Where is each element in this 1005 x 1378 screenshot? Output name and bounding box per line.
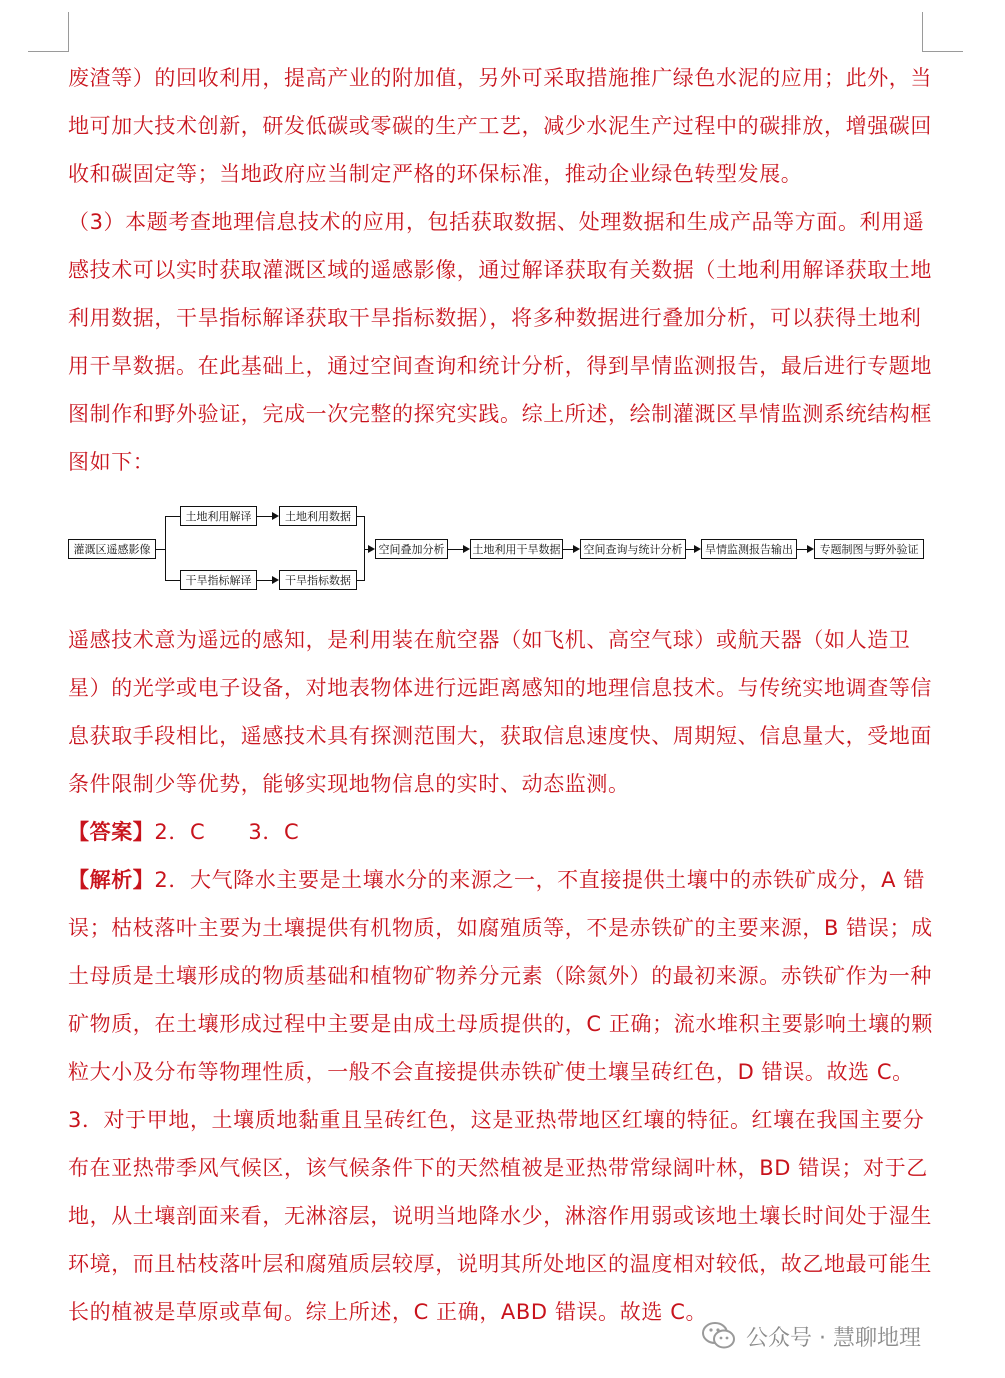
answer-label: 【答案】 [68,820,155,844]
flow-box-land-use-drought-data: 土地利用干旱数据 [470,539,563,559]
analysis-paragraph-q2 [68,856,938,1096]
flow-arrow [368,545,375,553]
watermark [702,1316,921,1356]
flow-arrow [272,512,279,520]
flow-arrow [272,576,279,584]
flow-connector [357,516,365,517]
answer-text: 2．C 3．C [154,820,300,844]
flow-connector [165,516,166,581]
paragraph-green-cement: 废渣等）的回收利用，提高产业的附加值，另外可采取措施推广绿色水泥的应用；此外，当地可加大技术创新，研发低碳或零碳的生产工艺，减少水泥生产过程中的碳排放，增强碳回收和碳固定等；当地政府应当制定严格的环保标准，推动企业绿色转型发展。 [68,66,932,186]
flow-box-land-use-interpretation: 土地利用解译 [180,506,257,526]
analysis-paragraph-q3: 3．对于甲地，土壤质地黏重且呈砖红色，这是亚热带地区红壤的特征。红壤在我国主要分布在亚热带季风气候区，该气候条件下的天然植被是亚热带常绿阔叶林，BD 错误；对于乙地，从土壤剖面来看，无淋溶层，说明当地降水少，淋溶作用弱或该地土壤长时间处于湿生环境，而且枯枝落叶层和腐殖质层较厚，说明其所处地区的温度相对较低，故乙地最可能生长的植被是草原或草甸。综上所述，C 正确，ABD 错误。故选 C。 [68,1108,932,1324]
flow-connector [165,516,180,517]
crop-mark-top-right-vertical [922,12,923,52]
flow-arrow [573,545,580,553]
flow-connector [448,549,465,550]
crop-mark-top-left-horizontal [28,51,69,52]
paragraph-question-3-analysis: （3）本题考查地理信息技术的应用，包括获取数据、处理数据和生成产品等方面。利用遥感技术可以实时获取灌溉区域的遥感影像，通过解译获取有关数据（土地利用解译获取土地利用数据，干旱指标解译获取干旱指标数据），将多种数据进行叠加分析，可以获得土地利用干旱数据。在此基础上，通过空间查询和统计分析，得到旱情监测报告，最后进行专题地图制作和野外验证，完成一次完整的探究实践。综上所述，绘制灌溉区旱情监测系统结构框图如下： [68,210,932,474]
flow-box-drought-index-interpretation: 干旱指标解译 [180,570,257,590]
flow-connector [364,516,365,581]
flow-connector [563,549,574,550]
flow-arrow [463,545,470,553]
flow-box-overlay-analysis: 空间叠加分析 [375,539,448,559]
analysis-label: 【解析】 [68,868,155,892]
flow-connector [364,549,370,550]
flow-box-report-output: 旱情监测报告输出 [701,539,797,559]
flow-box-mapping-validation: 专题制图与野外验证 [814,539,924,559]
flow-box-land-use-data: 土地利用数据 [279,506,357,526]
flow-box-drought-index-data: 干旱指标数据 [279,570,357,590]
flow-arrow [694,545,701,553]
answer-line [68,808,938,856]
flow-box-spatial-query: 空间查询与统计分析 [580,539,686,559]
crop-mark-top-left-vertical [68,12,69,52]
crop-mark-top-right-horizontal [922,51,963,52]
flow-connector [686,549,695,550]
flow-connector [357,580,365,581]
paragraph-remote-sensing: 遥感技术意为遥远的感知，是利用装在航空器（如飞机、高空气球）或航天器（如人造卫星）的光学或电子设备，对地表物体进行远距离感知的地理信息技术。与传统实地调查等信息获取手段相比，遥感技术具有探测范围大，获取信息速度快、周期短、信息量大，受地面条件限制少等优势，能够实现地物信息的实时、动态监测。 [68,628,932,796]
flow-connector [165,580,180,581]
flow-connector [257,580,274,581]
flow-connector [797,549,808,550]
flow-box-source: 灌溉区遥感影像 [68,539,156,559]
flow-connector [257,516,274,517]
flow-connector [156,549,166,550]
flow-arrow [807,545,814,553]
analysis-text-q2: 2．大气降水主要是土壤水分的来源之一，不直接提供土壤中的赤铁矿成分，A 错误；枯枝落叶主要为土壤提供有机物质，如腐殖质等，不是赤铁矿的主要来源，B 错误；成土母质是土壤形成的物质基础和植物矿物养分元素（除氮外）的最初来源。赤铁矿作为一种矿物质，在土壤形成过程中主要是由成土母质提供的，C 正确；流水堆积主要影响土壤的颗粒大小及分布等物理性质，一般不会直接提供赤铁矿使土壤呈砖红色，D 错误。故选 C。 [68,868,933,1084]
wechat-icon [702,1321,736,1351]
watermark-text: 公众号 · 慧聊地理 [746,1325,921,1351]
